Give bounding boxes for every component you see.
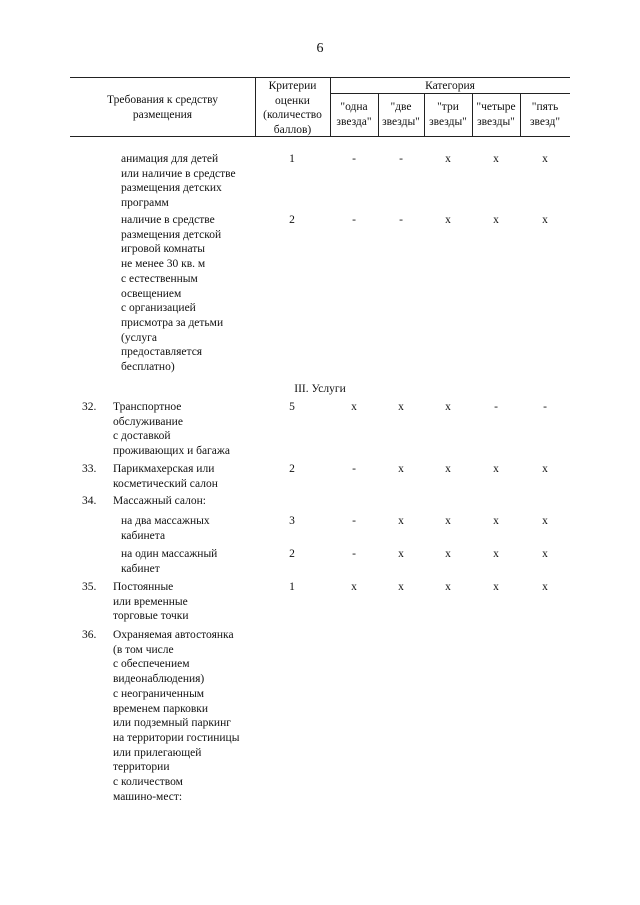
row-number: 35.: [82, 581, 97, 593]
row-number: 32.: [82, 401, 97, 413]
row-text: Массажный салон:: [113, 495, 206, 507]
row-points: 2: [289, 214, 295, 226]
row-cat-1: -: [352, 515, 356, 527]
row-cat-1: -: [352, 153, 356, 165]
requirements-header: Требования к средству размещения: [107, 94, 218, 121]
row-cat-5: -: [543, 401, 547, 413]
row-cat-1: x: [351, 401, 357, 413]
row-cat-5: x: [542, 548, 548, 560]
row-cat-3: x: [445, 463, 451, 475]
row-number: 36.: [82, 629, 97, 641]
row-cat-3: x: [445, 153, 451, 165]
header-top-rule: [70, 77, 570, 78]
star-header-2: "две звезды": [382, 101, 420, 128]
star-header-5: "пять звезд": [529, 101, 561, 128]
row-cat-4: -: [494, 401, 498, 413]
star-header-3: "три звезды": [429, 101, 467, 128]
row-cat-5: x: [542, 153, 548, 165]
row-text: Транспортное обслуживание с доставкой проживающих и багажа: [113, 401, 230, 458]
row-cat-1: -: [352, 214, 356, 226]
row-cat-1: -: [352, 463, 356, 475]
category-header: Категория: [425, 80, 475, 92]
row-cat-2: x: [398, 548, 404, 560]
row-cat-5: x: [542, 463, 548, 475]
criteria-header: Критерии оценки (количество баллов): [263, 80, 322, 136]
star-header-1: "одна звезда": [336, 101, 372, 128]
row-cat-4: x: [493, 515, 499, 527]
row-points: 1: [289, 581, 295, 593]
row-text: наличие в средстве размещения детской игровой комнаты не менее 30 кв. м с естественным освещением с организацией присмотра за детьми (услуга предоставляется бесплатно): [121, 214, 224, 374]
row-cat-4: x: [493, 581, 499, 593]
row-cat-3: x: [445, 401, 451, 413]
row-points: 2: [289, 463, 295, 475]
row-cat-3: x: [445, 214, 451, 226]
row-points: 2: [289, 548, 295, 560]
row-text: Парикмахерская или косметический салон: [113, 463, 218, 490]
row-cat-5: x: [542, 581, 548, 593]
star-header-4: "четыре звезды": [476, 101, 516, 128]
row-cat-2: -: [399, 214, 403, 226]
row-cat-4: x: [493, 214, 499, 226]
row-cat-2: x: [398, 581, 404, 593]
row-cat-2: x: [398, 515, 404, 527]
row-number: 33.: [82, 463, 97, 475]
row-number: 34.: [82, 495, 97, 507]
row-cat-2: x: [398, 463, 404, 475]
row-cat-1: x: [351, 581, 357, 593]
page-number: 6: [316, 41, 324, 56]
row-cat-5: x: [542, 515, 548, 527]
row-cat-3: x: [445, 548, 451, 560]
row-cat-4: x: [493, 463, 499, 475]
row-points: 3: [289, 515, 295, 527]
row-text: анимация для детей или наличие в средстве размещения детских программ: [121, 153, 236, 210]
row-cat-3: x: [445, 515, 451, 527]
section-heading: III. Услуги: [294, 383, 346, 395]
row-cat-4: x: [493, 153, 499, 165]
row-cat-1: -: [352, 548, 356, 560]
row-cat-2: -: [399, 153, 403, 165]
row-cat-5: x: [542, 214, 548, 226]
row-cat-2: x: [398, 401, 404, 413]
row-points: 1: [289, 153, 295, 165]
row-cat-3: x: [445, 581, 451, 593]
row-text: на один массажный кабинет: [121, 548, 218, 575]
row-cat-4: x: [493, 548, 499, 560]
row-text: на два массажных кабинета: [121, 515, 210, 542]
row-points: 5: [289, 401, 295, 413]
row-text: Постоянные или временные торговые точки: [113, 581, 189, 623]
row-text: Охраняемая автостоянка (в том числе с обеспечением видеонаблюдения) с неограниченным временем парковки или подземный паркинг на территории гостиницы или прилегающей территории с количеством машино-мест:: [113, 629, 240, 803]
